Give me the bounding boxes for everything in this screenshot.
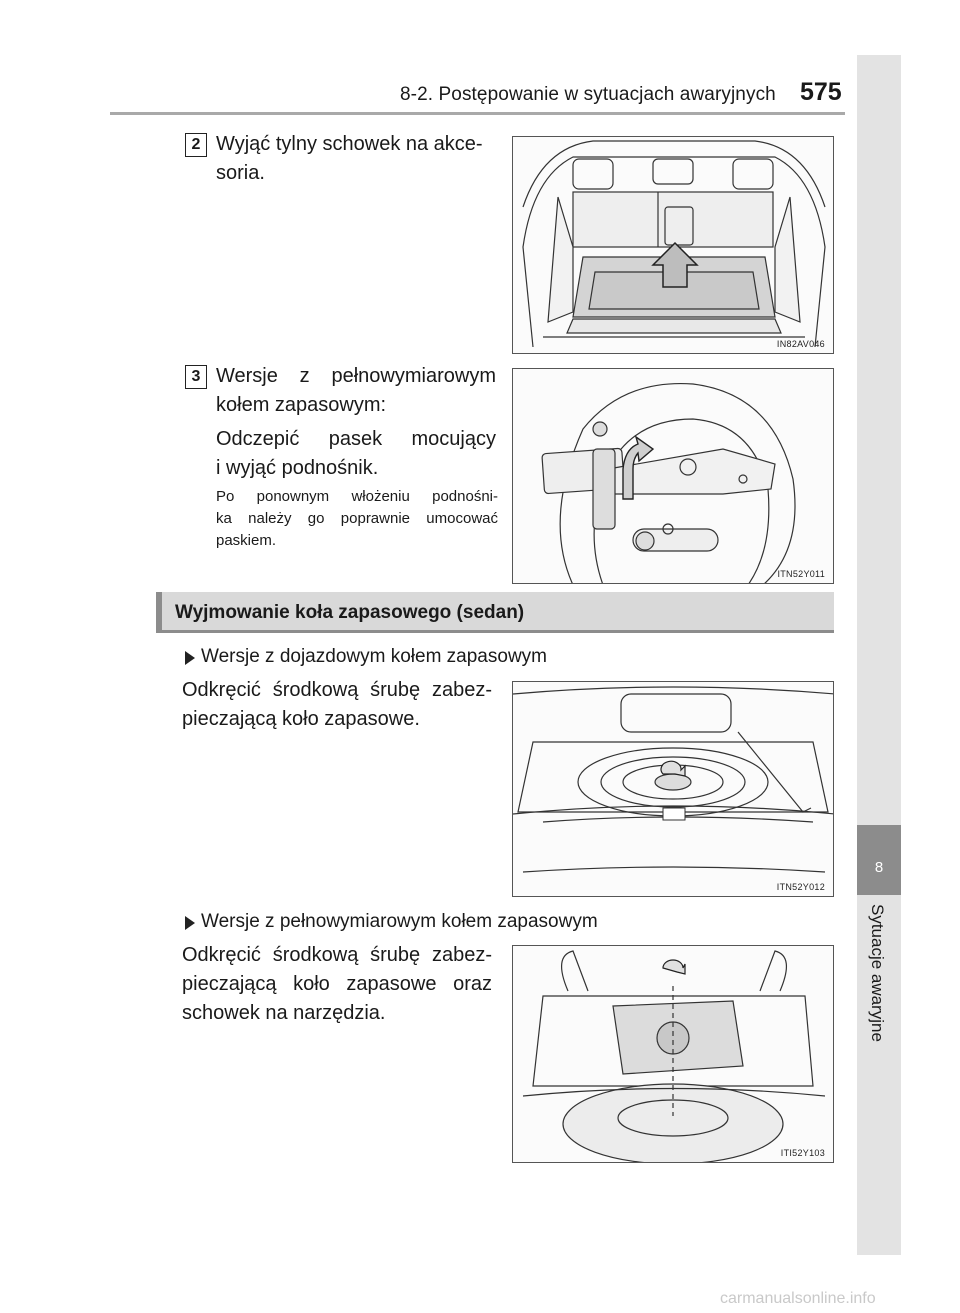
item-2-text-line-2: pieczającą koło zapasowe oraz [182,973,492,995]
watermark: carmanualsonline.info [720,1290,876,1307]
compact-spare-sedan-illustration [513,682,834,897]
page-number: 575 [800,78,842,106]
chapter-label: Sytuacje awaryjne [868,904,887,1042]
step-3-action-line-2: i wyjąć podnośnik. [216,457,379,479]
jack-removal-illustration [513,369,834,584]
figure-code-1: IN82AV046 [776,339,825,349]
chapter-tab-top [857,55,901,825]
figure-compact-spare-sedan [512,681,834,897]
item-1-heading: Wersje z dojazdowym kołem zapasowym [201,646,547,667]
figure-fullsize-spare-sedan [512,945,834,1163]
step-3-action-line-1: Odczepić pasek mocujący [216,428,496,450]
step-2-text [216,130,496,188]
running-header-section: 8-2. Postępowanie w sytuacjach awaryjnych [400,84,776,105]
rotate-arrow-icon [661,761,685,776]
step-3-note-line-1: Po ponownym włożeniu podnośni- [216,488,498,505]
fullsize-spare-sedan-illustration [513,946,834,1163]
figure-code-4: ITI52Y103 [780,1148,825,1158]
bullet-arrow-icon [185,916,195,930]
chapter-number-tab: 8 [857,825,901,895]
header-rule [110,112,845,115]
item-2-text-line-3: schowek na narzędzia. [182,1002,386,1024]
step-3-text-line-1: Wersje z pełnowymiarowym [216,365,496,387]
step-2-text-line-1: Wyjąć tylny schowek na akce- [216,133,483,155]
rotate-arrow-icon [663,960,685,974]
step-3-text-line-2: kołem zapasowym: [216,394,387,416]
bullet-arrow-icon [185,651,195,665]
step-3-note-line-3: paskiem. [216,532,277,549]
section-heading-rule [156,630,834,633]
step-number-2: 2 [185,133,207,157]
figure-code-2: ITN52Y011 [777,569,825,579]
step-3-note-line-2: ka należy go poprawnie umocować [216,510,498,527]
item-1-text-line-2: pieczającą koło zapasowe. [182,708,420,730]
step-number-3: 3 [185,365,207,389]
step-2-text-line-2: soria. [216,162,265,184]
luggage-compartment-illustration [513,137,834,354]
figure-luggage-compartment [512,136,834,354]
item-1-text-line-1: Odkręcić środkową śrubę zabez- [182,679,492,701]
item-2-heading: Wersje z pełnowymiarowym kołem zapasowym [201,911,598,932]
section-title: Wyjmowanie koła zapasowego (sedan) [175,602,525,623]
figure-code-3: ITN52Y012 [776,882,825,892]
figure-jack-removal [512,368,834,584]
item-2-text-line-1: Odkręcić środkową śrubę zabez- [182,944,492,966]
